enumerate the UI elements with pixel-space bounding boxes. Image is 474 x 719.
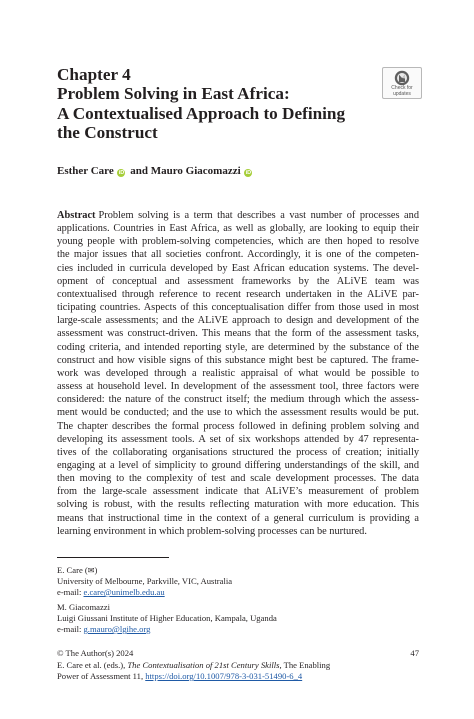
crossmark-line-1: Check for (391, 85, 413, 91)
author-line (57, 165, 254, 177)
crossmark-line-2: updates (393, 90, 411, 97)
affiliation-institution: University of Melbourne, Parkville, VIC, Australia (57, 576, 233, 586)
check-for-updates-badge[interactable] (382, 67, 422, 99)
email-link[interactable]: e.care@unimelb.edu.au (83, 587, 165, 597)
page-number: 47 (410, 648, 419, 658)
orcid-icon[interactable]: iD (245, 170, 252, 176)
affiliation-giacomazzi (57, 602, 277, 635)
abstract-line: coding criteria, and intended reporting style, are determined by the substance of the (57, 341, 419, 353)
copyright-line: © The Author(s) 2024 (57, 648, 134, 658)
abstract-line: developing its assessment tools. A set of six workshops attended by 47 representa- (57, 433, 419, 445)
abstract-line: the major issues that all societies confront. Accordingly, it is one of the competen- (57, 249, 419, 261)
abstract-line: solving is robust, with the results reflecting maturation with more education. This (57, 499, 419, 511)
author-name-2: Mauro Giacomazzi (150, 165, 241, 177)
abstract-line: engaging at a level of simplicity to ground differing understandings of the skill, and (57, 459, 419, 471)
abstract-line: construct and how visible signs of this substance might best be captured. The frame- (57, 354, 419, 366)
abstract-label: Abstract (57, 210, 96, 221)
crossmark-icon (394, 70, 410, 86)
abstract-line: learning environment in which problem-solving processes can be nurtured. (57, 525, 367, 537)
email-label: e-mail: (57, 624, 82, 634)
author-connector: and (130, 165, 148, 177)
citation-line-1: E. Care et al. (eds.), The Contextualisation of 21st Century Skills, The Enabling (57, 659, 331, 670)
abstract-line: ment would be conducted; and the use to which the assessment results would be put. (57, 407, 419, 419)
chapter-title-line-1: Problem Solving in East Africa: (57, 84, 290, 104)
abstract-line: large-scale assessments; and the ALiVE approach to design and development of the (57, 315, 419, 327)
abstract-line: tives of the collaborating organisations structured the process of creation; initially (57, 446, 419, 458)
abstract-line: assessment was construct-driven. This means that the form of the assessment tasks, (57, 328, 419, 340)
envelope-icon: ✉ (87, 566, 95, 575)
author-name-1: Esther Care (57, 165, 114, 177)
abstract-line: from the large-scale assessment indicate that ALiVE’s measurement of problem (57, 486, 419, 498)
book-title: The Contextualisation of 21st Century Skills (127, 659, 280, 670)
abstract-line: The chapter describes the formal process followed in defining problem solving and (57, 420, 419, 432)
footnote-divider (57, 557, 169, 558)
abstract-line: Abstract Problem solving is a term that describes a vast number of processes and (57, 210, 419, 221)
email-label: e-mail: (57, 587, 82, 597)
abstract-line: then moving to the complexity of test and scale development processes. The data (57, 473, 419, 485)
affiliation-name: M. Giacomazzi (57, 602, 110, 612)
abstract-line: cies included in curricula developed by East African education systems. The devel- (57, 262, 419, 274)
doi-link[interactable]: https://doi.org/10.1007/978-3-031-51490-6_4 (145, 671, 303, 682)
chapter-title-line-2: A Contextualised Approach to Defining (57, 103, 346, 123)
page-footer (57, 648, 419, 683)
abstract (57, 209, 419, 538)
abstract-line: applications. Countries in East Africa, as well as globally, are looking to equip their (57, 223, 419, 235)
abstract-line: contextualised through reference to recent research undertaken in the ALiVE par- (57, 288, 419, 300)
abstract-line: young people with problem-solving competencies, which are then hoped to resolve (57, 236, 419, 248)
chapter-heading (57, 65, 377, 143)
email-link[interactable]: g.mauro@lgihe.org (83, 624, 151, 634)
affiliation-institution: Luigi Giussani Institute of Higher Education, Kampala, Uganda (57, 613, 277, 623)
affiliation-care: E. Care (✉) University of Melbourne, Parkville, VIC, Australia e-mail: e.care@unimelb.edu.au (57, 565, 233, 597)
citation-line-2: Power of Assessment 11, https://doi.org/10.1007/978-3-031-51490-6_4 (57, 671, 303, 682)
abstract-line: considered: the nature of the construct itself; the medium through which the assess- (57, 394, 419, 406)
affiliation-name: E. Care (57, 565, 83, 575)
abstract-line: work was developed through a realistic appraisal of what would be possible to (57, 367, 419, 379)
abstract-line: means that instructional time in the context of a general curriculum is providing a (57, 512, 419, 524)
abstract-line: opment of conceptual and assessment frameworks by the ALiVE team was (57, 275, 419, 287)
abstract-line: ticipating countries. Aspects of this conceptualisation differ from those used in most (57, 302, 419, 314)
abstract-line: assess at household level. In development of the assessment tool, three factors were (57, 381, 419, 393)
chapter-label: Chapter 4 (57, 65, 131, 84)
chapter-title-line-3: the Construct (57, 123, 158, 143)
orcid-icon[interactable]: iD (118, 170, 125, 176)
